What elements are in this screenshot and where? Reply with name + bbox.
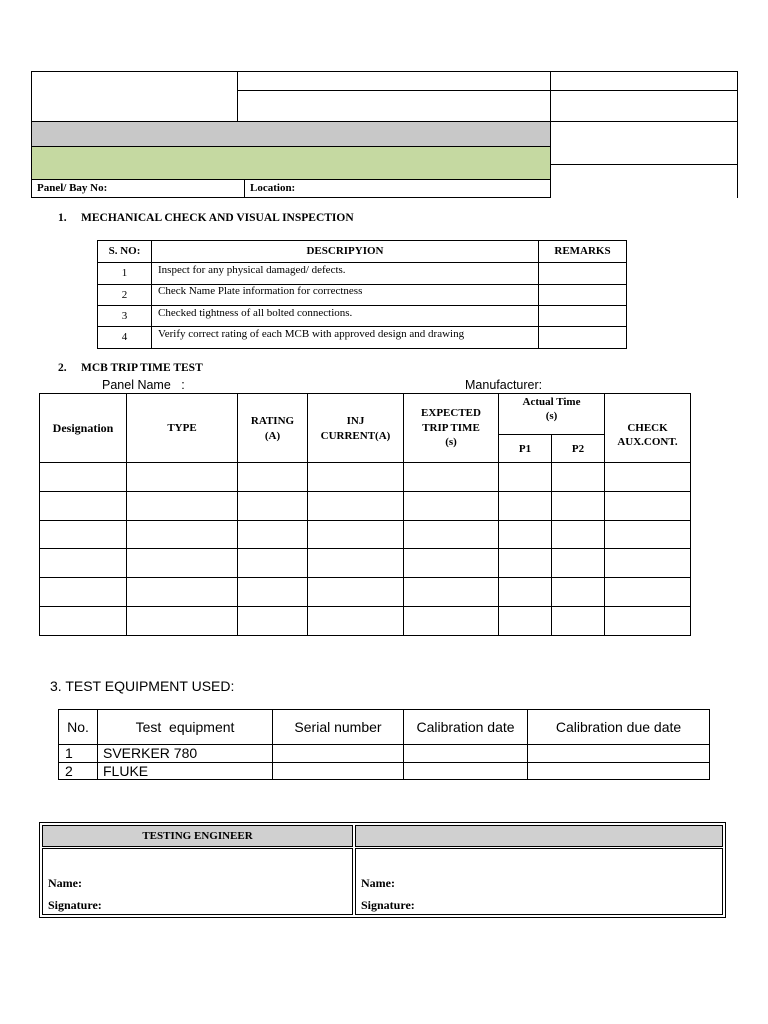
signature-label-left: Signature: xyxy=(48,898,102,912)
row-no: 1 xyxy=(121,267,128,279)
row-description: Verify correct rating of each MCB with approved design and drawing xyxy=(158,328,465,340)
equipment-name: SVERKER 780 xyxy=(103,745,198,761)
row-description: Checked tightness of all bolted connections. xyxy=(158,307,353,319)
equipment-no: 2 xyxy=(65,763,73,779)
section2-number: 2. xyxy=(58,362,67,374)
row-description: Inspect for any physical damaged/ defects. xyxy=(158,264,346,276)
name-label-right: Name: xyxy=(361,876,395,890)
signoff-header-right xyxy=(355,825,723,847)
col-actual-time: Actual Time xyxy=(522,396,581,408)
col-p2: P2 xyxy=(571,443,585,455)
name-label-left: Name: xyxy=(48,876,82,890)
manufacturer-label: Manufacturer: xyxy=(465,378,543,392)
col-check: CHECK xyxy=(627,422,668,434)
equipment-no: 1 xyxy=(65,745,73,761)
col-rating: RATING xyxy=(250,415,295,427)
section3-title: 3. TEST EQUIPMENT USED: xyxy=(50,678,235,694)
section2-title: MCB TRIP TIME TEST xyxy=(81,362,203,374)
col-test-equipment: Test equipment xyxy=(135,719,235,735)
col-type: TYPE xyxy=(167,422,197,434)
col-designation: Designation xyxy=(52,421,114,435)
header-green-band xyxy=(31,146,550,179)
col-expected-unit: (s) xyxy=(445,436,457,448)
col-no: No. xyxy=(67,719,89,735)
col-rating-unit: (A) xyxy=(264,430,281,442)
col-calibration-date: Calibration date xyxy=(416,719,515,735)
testing-engineer-title: TESTING ENGINEER xyxy=(142,830,253,842)
equipment-name: FLUKE xyxy=(103,763,149,779)
panel-bay-label: Panel/ Bay No: xyxy=(37,182,108,194)
col-calibration-due-date: Calibration due date xyxy=(555,719,682,735)
col-remarks: REMARKS xyxy=(554,245,611,257)
col-description: DESCRIPYION xyxy=(306,245,384,257)
section1-number: 1. xyxy=(58,212,67,224)
signature-label-right: Signature: xyxy=(361,898,415,912)
col-serial-number: Serial number xyxy=(294,719,382,735)
panel-name-label: Panel Name : xyxy=(102,378,185,392)
col-inj: INJ xyxy=(346,415,365,427)
row-no: 3 xyxy=(121,310,128,322)
location-label: Location: xyxy=(250,182,296,194)
header-grey-band xyxy=(31,122,550,146)
col-p1: P1 xyxy=(518,443,532,455)
col-trip-time: TRIP TIME xyxy=(422,422,480,434)
section1-title: MECHANICAL CHECK AND VISUAL INSPECTION xyxy=(81,212,354,224)
row-no: 4 xyxy=(121,331,128,343)
col-actual-unit: (s) xyxy=(545,410,558,422)
col-aux-cont: AUX.CONT. xyxy=(617,436,678,448)
row-no: 2 xyxy=(121,289,128,301)
col-expected: EXPECTED xyxy=(421,407,481,419)
col-inj-current: CURRENT(A) xyxy=(320,430,391,442)
col-sno: S. NO: xyxy=(108,245,141,257)
row-description: Check Name Plate information for correctness xyxy=(158,285,363,297)
